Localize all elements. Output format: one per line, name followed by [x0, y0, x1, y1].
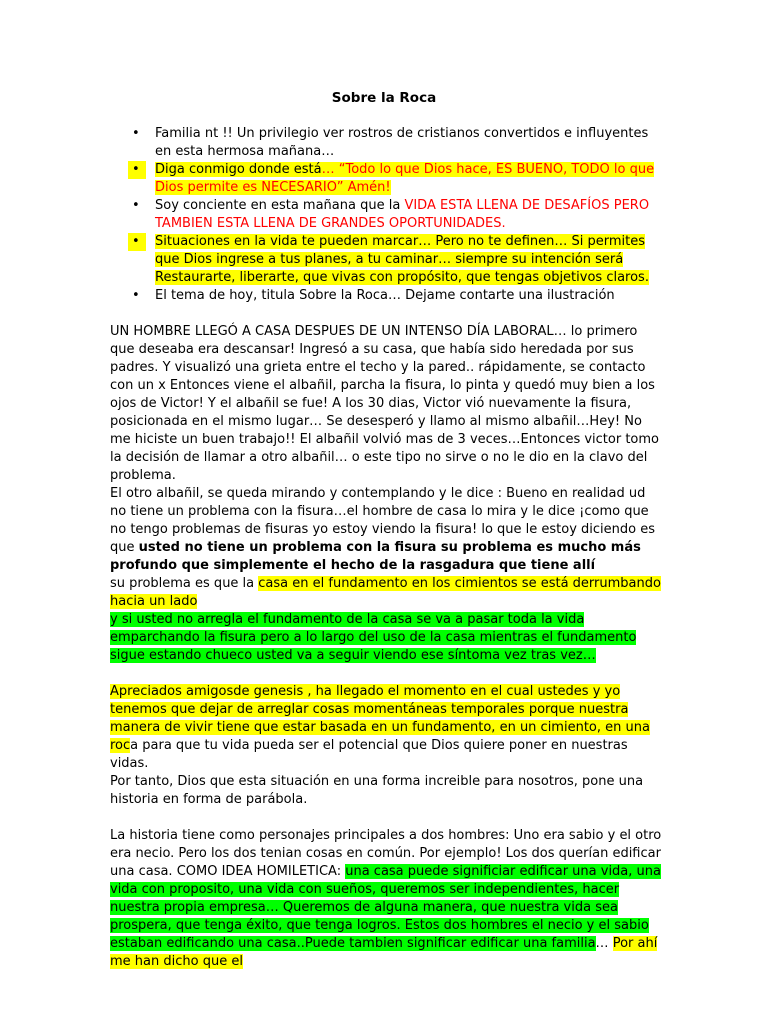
paragraph-bold-text: usted no tiene un problema con la fisura su problema es mucho más profundo que simplemente el hecho de la rasgadura que tiene allí — [110, 540, 641, 573]
paragraph-text: El otro albañil, se queda mirando y contemplando y le dice : Bueno en realidad ud no tiene un problema con la fisura…el hombre de casa lo mira y le dice ¡como que no tengo problemas de fisuras yo estoy viendo la fisura! lo que le estoy diciendo es que — [110, 486, 656, 555]
bullet-icon: • — [132, 198, 140, 213]
bullet-text: El tema de hoy, titula Sobre la Roca… Dejame contarte una ilustración — [155, 288, 615, 303]
paragraph-text: a para que tu vida pueda ser el potencial que Dios quiere poner en nuestras vidas. — [110, 738, 628, 771]
paragraph-highlight-green: y si usted no arregla el fundamento de la casa se va a pasar toda la vida emparchando la fisura pero a lo largo del uso de la casa mientras el fundamento sigue estando chueco usted va a seguir viendo ese síntoma vez tras vez… — [110, 612, 637, 663]
paragraph-gap — [110, 809, 662, 827]
story-paragraph-1: UN HOMBRE LLEGÓ A CASA DESPUES DE UN INTENSO DÍA LABORAL… lo primero que deseaba era descansar! Ingresó a su casa, que había sido heredada por sus padres. Y visualizó una grieta entre el techo y la pared.. rápidamente, se contacto con un x Entonces viene el albañil, parcha la fisura, lo pinta y quedó muy bien a los ojos de Victor! Y el albañil se fue! A los 30 dias, Victor vió nuevamente la fisura, posicionada en el mismo lugar… Se desesperó y llamo al mismo albañil…Hey! No me hiciste un buen trabajo!! El albañil volvió mas de 3 veces…Entonces victor tomo la decisión de llamar a otro albañil… o este tipo no sirve o no le dio en la clavo del problema. — [110, 324, 659, 483]
paragraph-highlight-green: una casa puede significiar edificar una vida, una vida con proposito, una vida con sueños, queremos ser independientes, hacer nuestra propia empresa… Queremos de alguna manera, que nuestra vida sea prospera, que tenga éxito, que tenga logros. Estos dos hombres el necio y el sabio estaban edificando una casa..Puede tambien significar edificar una familia — [110, 864, 661, 951]
paragraph-text: … — [595, 936, 613, 951]
bullet-icon: • — [132, 126, 140, 141]
intro-bullet-list — [110, 125, 660, 305]
bullet-item-5 — [110, 287, 660, 305]
bullet-item-3 — [110, 197, 660, 233]
paragraph-highlight: Por ahí me han dicho que el — [110, 936, 658, 969]
story-paragraph-5 — [110, 683, 662, 773]
document-title: Sobre la Roca — [331, 90, 437, 106]
story-paragraph-4 — [110, 611, 662, 665]
bullet-item-1 — [110, 125, 660, 161]
paragraph-highlight: Apreciados amigosde genesis , ha llegado el momento en el cual ustedes y yo tenemos que dejar de arreglar cosas momentáneas temporales porque nuestra manera de vivir tiene que estar basada en un fundamento, en un cimiento, en una roc — [110, 684, 650, 753]
bullet-icon: • — [132, 288, 140, 303]
bullet-text: Soy conciente en esta mañana que la — [155, 198, 405, 213]
paragraph-highlight: casa en el fundamento en los cimientos se está derrumbando hacia un lado — [110, 576, 661, 609]
bullet-text: Familia nt !! Un privilegio ver rostros de cristianos convertidos e influyentes en esta hermosa mañana… — [155, 126, 649, 159]
paragraph-gap — [110, 665, 662, 683]
story-paragraph-7 — [110, 827, 662, 971]
bullet-text-highlight: Si permites que Dios ingrese a tus planes, a tu caminar… siempre su intención será Restaurarte, liberarte, que vivas con propósito, que tengas objetivos claros. — [155, 234, 649, 285]
paragraph-text: La historia tiene como personajes principales a dos hombres: Uno era sabio y el otro era necio. Pero los dos tenian cosas en común. Por ejemplo! Los dos querían edificar una casa. COMO IDEA HOMILETICA: — [110, 828, 662, 879]
bullet-text: Situaciones en la vida te pueden marcar… Pero no te definen… — [155, 234, 572, 249]
bullet-text-red: … “Todo lo que Dios hace, ES BUENO, TODO lo que Dios permite es NECESARIO” Amén! — [155, 162, 655, 195]
bullet-text: Diga conmigo donde está — [155, 162, 322, 177]
paragraph-text: su problema es que la — [110, 576, 259, 591]
story-paragraph-2 — [110, 485, 662, 575]
bullet-text-red: VIDA ESTA LLENA DE DESAFÍOS PERO TAMBIEN ESTA LLENA DE GRANDES OPORTUNIDADES. — [155, 198, 650, 231]
bullet-icon: • — [128, 233, 146, 251]
story-paragraph-3 — [110, 575, 662, 611]
bullet-item-2 — [110, 161, 660, 197]
bullet-item-4 — [110, 233, 660, 287]
story-paragraph-6: Por tanto, Dios que esta situación en una forma increible para nosotros, pone una historia en forma de parábola. — [110, 774, 644, 807]
story-body — [110, 323, 662, 971]
bullet-icon: • — [128, 161, 146, 179]
